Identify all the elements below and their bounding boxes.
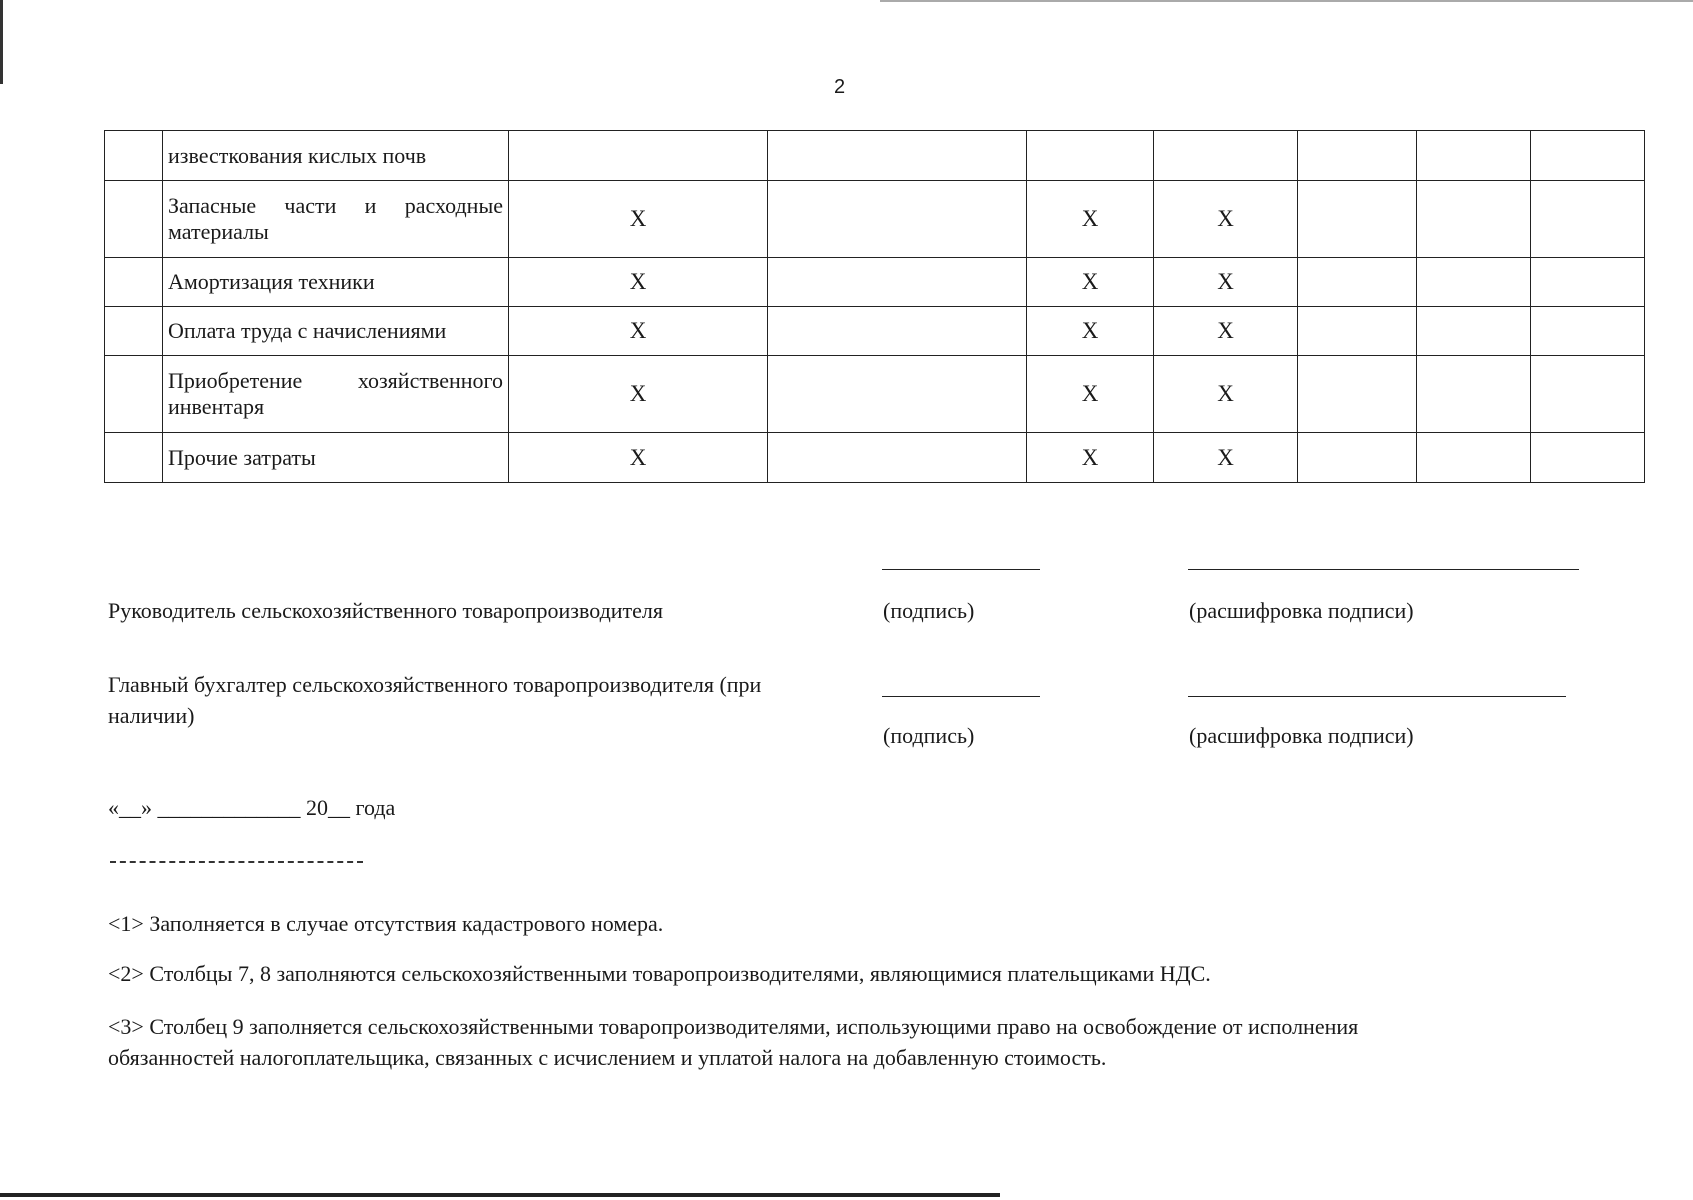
accountant-signature-line[interactable] xyxy=(882,696,1040,697)
mark-cell: X xyxy=(509,356,768,433)
head-decoding-line[interactable] xyxy=(1188,569,1579,570)
empty-cell xyxy=(1298,131,1417,181)
empty-cell xyxy=(768,307,1027,356)
empty-cell xyxy=(768,131,1027,181)
mark-cell: X xyxy=(1154,181,1298,258)
mark-cell: X xyxy=(1027,307,1154,356)
footnote-2: <2> Столбцы 7, 8 заполняются сельскохозяйственными товаропроизводителями, являющимися плательщиками НДС. xyxy=(108,961,1211,986)
scan-edge-bottom xyxy=(0,1193,1000,1197)
mark-cell: X xyxy=(509,258,768,307)
empty-cell xyxy=(1298,433,1417,483)
footnote-1: <1> Заполняется в случае отсутствия кадастрового номера. xyxy=(108,911,664,936)
accountant-decoding-caption: (расшифровка подписи) xyxy=(1189,723,1414,748)
mark-cell: X xyxy=(1027,356,1154,433)
scan-edge-left xyxy=(0,0,3,84)
scan-edge-top xyxy=(880,0,1693,2)
empty-cell xyxy=(768,258,1027,307)
mark-cell: X xyxy=(1027,433,1154,483)
row-label: Приобретение хозяйственного инвентаря xyxy=(163,356,509,433)
table-row xyxy=(105,258,1645,307)
table-row xyxy=(105,307,1645,356)
head-signature-caption: (подпись) xyxy=(883,598,975,623)
empty-cell xyxy=(1531,131,1645,181)
row-label: Прочие затраты xyxy=(163,433,509,483)
table-row xyxy=(105,356,1645,433)
mark-cell xyxy=(1027,131,1154,181)
mark-cell: X xyxy=(1154,433,1298,483)
empty-cell xyxy=(1531,356,1645,433)
row-number-cell xyxy=(105,307,163,356)
footnote-3-line1: <3> Столбец 9 заполняется сельскохозяйственными товаропроизводителями, использующими право на освобождение от исполнения xyxy=(108,1014,1359,1039)
empty-cell xyxy=(768,181,1027,258)
head-signature-line[interactable] xyxy=(882,569,1040,570)
accountant-label-line1: Главный бухгалтер сельскохозяйственного товаропроизводителя (при xyxy=(108,672,762,697)
row-number-cell xyxy=(105,258,163,307)
accountant-label-line2: наличии) xyxy=(108,703,195,728)
empty-cell xyxy=(1417,258,1531,307)
mark-cell: X xyxy=(509,307,768,356)
mark-cell: X xyxy=(1154,258,1298,307)
row-number-cell xyxy=(105,433,163,483)
row-number-cell xyxy=(105,181,163,258)
row-label: Запасные части и расходные материалы xyxy=(163,181,509,258)
row-label: Амортизация техники xyxy=(163,258,509,307)
cost-table xyxy=(104,130,1645,483)
empty-cell xyxy=(1298,356,1417,433)
date-line[interactable]: «__» _____________ 20__ года xyxy=(108,795,396,820)
head-label: Руководитель сельскохозяйственного товаропроизводителя xyxy=(108,598,664,623)
empty-cell xyxy=(1417,433,1531,483)
table-row xyxy=(105,131,1645,181)
mark-cell xyxy=(1154,131,1298,181)
accountant-signature-caption: (подпись) xyxy=(883,723,975,748)
table-row xyxy=(105,181,1645,258)
empty-cell xyxy=(1298,258,1417,307)
head-decoding-caption: (расшифровка подписи) xyxy=(1189,598,1414,623)
empty-cell xyxy=(768,356,1027,433)
mark-cell xyxy=(509,131,768,181)
row-number-cell xyxy=(105,356,163,433)
empty-cell xyxy=(1531,258,1645,307)
mark-cell: X xyxy=(1154,356,1298,433)
mark-cell: X xyxy=(509,181,768,258)
mark-cell: X xyxy=(1027,181,1154,258)
accountant-decoding-line[interactable] xyxy=(1188,696,1566,697)
footnote-separator xyxy=(110,861,363,863)
page-number: 2 xyxy=(834,76,846,98)
empty-cell xyxy=(1417,307,1531,356)
empty-cell xyxy=(768,433,1027,483)
row-number-cell xyxy=(105,131,163,181)
empty-cell xyxy=(1298,307,1417,356)
row-label: Оплата труда с начислениями xyxy=(163,307,509,356)
empty-cell xyxy=(1531,181,1645,258)
table-row xyxy=(105,433,1645,483)
empty-cell xyxy=(1531,433,1645,483)
mark-cell: X xyxy=(1154,307,1298,356)
empty-cell xyxy=(1417,131,1531,181)
empty-cell xyxy=(1298,181,1417,258)
empty-cell xyxy=(1417,181,1531,258)
row-label: известкования кислых почв xyxy=(163,131,509,181)
footnote-3-line2: обязанностей налогоплательщика, связанных с исчислением и уплатой налога на добавленную стоимость. xyxy=(108,1045,1107,1070)
mark-cell: X xyxy=(1027,258,1154,307)
empty-cell xyxy=(1531,307,1645,356)
empty-cell xyxy=(1417,356,1531,433)
mark-cell: X xyxy=(509,433,768,483)
